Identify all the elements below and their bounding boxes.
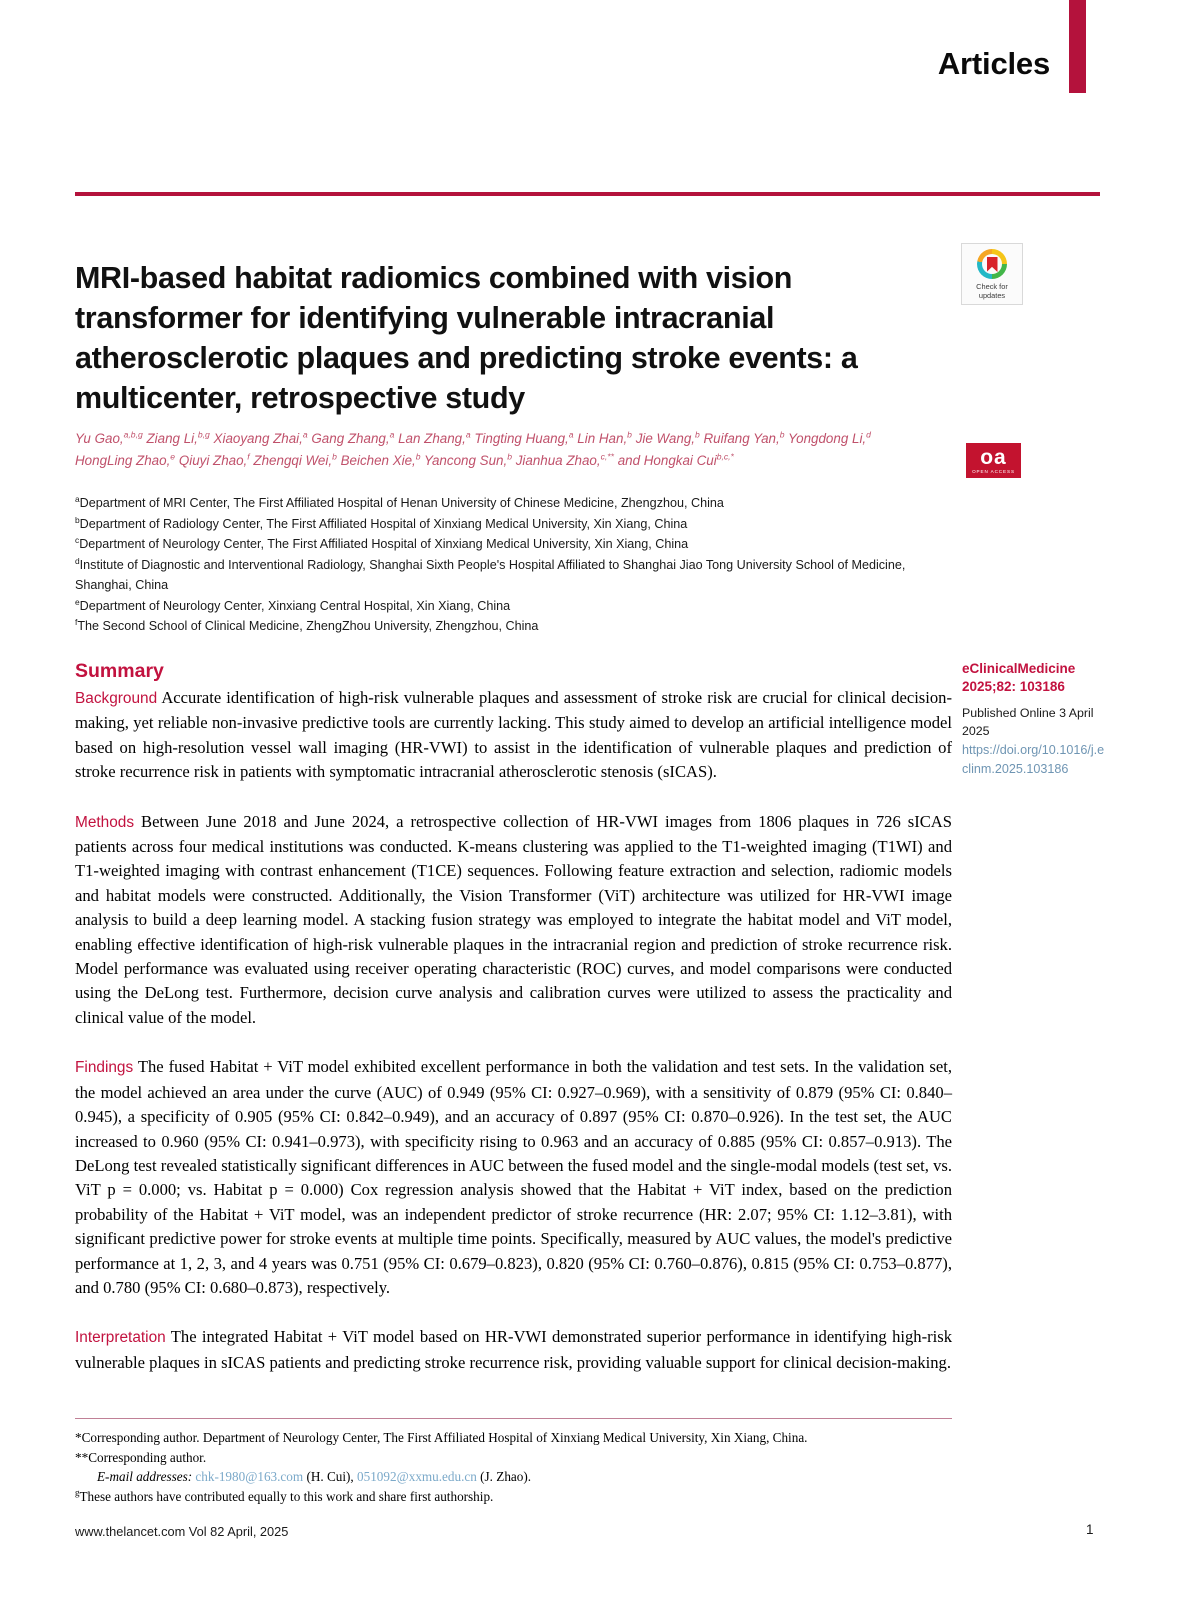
author-affiliation-marker: a bbox=[302, 429, 308, 440]
journal-citation: 2025;82: 103186 bbox=[962, 679, 1065, 694]
author-entry bbox=[398, 431, 471, 446]
author-affiliation-marker: a bbox=[389, 429, 395, 440]
abstract-section-text: The integrated Habitat + ViT model based on HR-VWI demonstrated superior performance in identifying high-risk vulnerable plaques in sICAS patients and predicting stroke recurrence risk, providing valuable support for clinical decision-making. bbox=[75, 1327, 952, 1372]
email-owner-cui: (H. Cui), bbox=[306, 1469, 354, 1485]
affiliation-item bbox=[75, 514, 955, 535]
author-name: Xiaoyang Zhai, bbox=[213, 431, 303, 446]
author-name: Ziang Li, bbox=[146, 431, 198, 446]
crossmark-ring-icon bbox=[977, 249, 1007, 279]
author-entry bbox=[341, 453, 421, 468]
affiliation-text: Department of Neurology Center, Xinxiang Central Hospital, Xin Xiang, China bbox=[79, 598, 511, 613]
author-name: Jianhua Zhao, bbox=[515, 453, 601, 468]
affiliation-marker: b bbox=[75, 514, 80, 525]
author-affiliation-marker: b bbox=[627, 429, 632, 440]
abstract-section-label: Interpretation bbox=[75, 1329, 166, 1347]
affiliation-text: Institute of Diagnostic and Interventional Radiology, Shanghai Sixth People's Hospital Affiliated to Shanghai Jiao Tong University School of Medicine, Shanghai, China bbox=[75, 557, 906, 592]
corresponding-author-note-1: *Corresponding author. Department of Neurology Center, The First Affiliated Hospital of Xinxiang Medical University, Xin Xiang, China. bbox=[75, 1430, 808, 1445]
summary-heading: Summary bbox=[75, 660, 164, 682]
affiliation-text: Department of Neurology Center, The First Affiliated Hospital of Xinxiang Medical University, Xin Xiang, China bbox=[79, 537, 689, 551]
author-affiliation-marker: a bbox=[568, 429, 574, 440]
affiliation-marker: c bbox=[75, 534, 80, 545]
email-label: E-mail addresses: bbox=[97, 1469, 193, 1485]
equal-contribution-note bbox=[75, 1487, 975, 1507]
affiliation-marker: a bbox=[75, 493, 80, 504]
affiliation-text: Department of Radiology Center, The First Affiliated Hospital of Xinxiang Medical University, Xin Xiang, China bbox=[79, 516, 688, 531]
author-entry bbox=[147, 431, 210, 446]
author-entry bbox=[636, 431, 700, 446]
author-entry bbox=[75, 431, 143, 446]
author-entry bbox=[577, 431, 632, 446]
author-affiliation-marker: d bbox=[866, 429, 871, 440]
author-affiliation-marker: a bbox=[465, 429, 471, 440]
published-online-date: Published Online 3 April 2025 bbox=[962, 706, 1094, 738]
author-affiliation-marker: f bbox=[247, 451, 250, 462]
open-access-badge bbox=[966, 443, 1021, 478]
abstract-section-label: Background bbox=[75, 690, 158, 707]
email-addresses-line bbox=[75, 1467, 975, 1487]
footnote-rule bbox=[75, 1418, 952, 1419]
author-affiliation-marker: b bbox=[694, 429, 700, 440]
author-name: HongLing Zhao, bbox=[75, 453, 171, 468]
email-owner-zhao: (J. Zhao). bbox=[480, 1469, 532, 1485]
author-affiliation-marker: b bbox=[332, 451, 337, 462]
open-access-mark: oa bbox=[980, 445, 1007, 469]
running-head: Articles bbox=[937, 46, 1050, 81]
affiliation-list bbox=[75, 493, 955, 637]
affiliation-item bbox=[75, 534, 955, 555]
author-name: Lin Han, bbox=[577, 431, 628, 446]
affiliation-item bbox=[75, 493, 955, 514]
abstract-section-label: Methods bbox=[75, 813, 135, 831]
author-affiliation-marker: c,** bbox=[600, 451, 614, 462]
author-entry bbox=[516, 453, 614, 468]
abstract-body bbox=[75, 686, 952, 1375]
author-affiliation-marker: b bbox=[507, 451, 512, 462]
affiliation-marker: d bbox=[75, 555, 80, 566]
author-name: Zhengqi Wei, bbox=[253, 453, 333, 468]
author-entry bbox=[424, 453, 512, 468]
author-entry bbox=[474, 431, 573, 446]
crossmark-label-line1: Check for bbox=[976, 282, 1008, 291]
abstract-section bbox=[75, 810, 952, 1031]
doi-link[interactable]: https://doi.org/10.1016/j.eclinm.2025.103186 bbox=[962, 743, 1105, 776]
author-name: Gang Zhang, bbox=[311, 431, 390, 446]
author-name: Tingting Huang, bbox=[474, 431, 569, 446]
author-name: Jie Wang, bbox=[635, 431, 695, 446]
author-name: and Hongkai Cui bbox=[617, 453, 717, 468]
author-name: Yancong Sun, bbox=[424, 453, 508, 468]
affiliation-text: The Second School of Clinical Medicine, ZhengZhou University, Zhengzhou, China bbox=[77, 619, 539, 633]
author-entry bbox=[179, 453, 250, 468]
footnote-block bbox=[75, 1428, 975, 1506]
author-name: Beichen Xie, bbox=[340, 453, 416, 468]
author-entry bbox=[618, 453, 734, 468]
page-title: MRI-based habitat radiomics combined with vision transformer for identifying vulnerable intracranial atherosclerotic plaques and predicting stroke events: a multicenter, retrospective study bbox=[75, 261, 858, 416]
author-entry bbox=[704, 431, 785, 446]
affiliation-text: Department of MRI Center, The First Affiliated Hospital of Henan University of Chinese Medicine, Zhengzhou, China bbox=[79, 496, 724, 510]
abstract-section bbox=[75, 686, 952, 785]
equal-contribution-marker: g bbox=[75, 1487, 80, 1498]
footer-page-number: 1 bbox=[1086, 1522, 1094, 1537]
author-affiliation-marker: b bbox=[415, 451, 421, 462]
author-affiliation-marker: b bbox=[779, 429, 785, 440]
author-name: Yu Gao, bbox=[75, 431, 124, 446]
email-link-zhao[interactable]: 051092@xxmu.edu.cn bbox=[357, 1469, 477, 1485]
author-affiliation-marker: a,b,g bbox=[123, 429, 143, 440]
crossmark-bookmark-icon bbox=[987, 257, 998, 272]
open-access-sublabel: OPEN ACCESS bbox=[972, 468, 1015, 474]
author-entry bbox=[214, 431, 308, 446]
author-name: Yongdong Li, bbox=[787, 431, 867, 446]
author-affiliation-marker: e bbox=[170, 451, 176, 462]
author-entry bbox=[75, 453, 175, 468]
journal-name-and-citation bbox=[962, 660, 1107, 696]
abstract-section-text: The fused Habitat + ViT model exhibited excellent performance in both the validation and test sets. In the validation set, the model achieved an area under the curve (AUC) of 0.949 (95% CI: 0.927–0.969), with a sensitivity of 0.879 (95% CI: 0.840–0.945), a specificity of 0.905 (95% CI: 0.842–0.949), and an accuracy of 0.897 (95% CI: 0.870–0.926). In the test set, the AUC increased to 0.960 (95% CI: 0.941–0.973), with specificity rising to 0.963 and an accuracy of 0.885 (95% CI: 0.857–0.913). The DeLong test revealed statistically significant differences in AUC between the fused model and the single-modal models (test set, vs. ViT p = 0.000; vs. Habitat p = 0.000) Cox regression analysis showed that the Habitat + ViT index, based on the prediction probability of the Habitat + ViT model, was an independent predictor of stroke recurrence (HR: 2.07; 95% CI: 1.12–3.81), with significant predictive power for stroke events at multiple time points. Specifically, measured by AUC values, the model's predictive performance at 1, 2, 3, and 4 years was 0.751 (95% CI: 0.679–0.823), 0.820 (95% CI: 0.760–0.876), 0.815 (95% CI: 0.753–0.877), and 0.780 (95% CI: 0.680–0.873), respectively. bbox=[75, 1057, 952, 1297]
affiliation-marker: f bbox=[75, 616, 78, 627]
author-name: Qiuyi Zhao, bbox=[178, 453, 248, 468]
crossmark-label-line2: updates bbox=[978, 291, 1006, 300]
author-name: Ruifang Yan, bbox=[703, 431, 780, 446]
corresponding-author-note-2: **Corresponding author. bbox=[75, 1449, 207, 1465]
author-entry bbox=[253, 453, 336, 468]
author-entry bbox=[311, 431, 394, 446]
author-affiliation-marker: b,g bbox=[197, 429, 210, 440]
abstract-section-text: Accurate identification of high-risk vulnerable plaques and assessment of stroke risk are crucial for clinical decision-making, yet reliable non-invasive predictive tools are currently lacking. This study aimed to develop an artificial intelligence model based on high-resolution vessel wall imaging (HR-VWI) to assist in the identification of vulnerable plaques and prediction of stroke recurrence risk in patients with symptomatic intracranial atherosclerotic stenosis (sICAS). bbox=[75, 688, 952, 782]
crossmark-label bbox=[976, 282, 1008, 300]
equal-contribution-text: These authors have contributed equally to this work and share first authorship. bbox=[79, 1488, 494, 1504]
header-accent-bar bbox=[1069, 0, 1086, 93]
abstract-section bbox=[75, 1325, 952, 1375]
affiliation-marker: e bbox=[75, 596, 80, 607]
author-affiliation-marker: b,c,* bbox=[716, 451, 734, 462]
abstract-section-label: Findings bbox=[75, 1059, 134, 1077]
author-entry bbox=[788, 431, 871, 446]
journal-name: eClinicalMedicine bbox=[962, 661, 1076, 676]
author-list bbox=[75, 428, 895, 472]
journal-info-rail bbox=[962, 660, 1107, 779]
crossmark-badge[interactable] bbox=[961, 243, 1023, 305]
abstract-section bbox=[75, 1055, 952, 1300]
footer-source[interactable]: www.thelancet.com Vol 82 April, 2025 bbox=[75, 1524, 289, 1539]
abstract-section-text: Between June 2018 and June 2024, a retrospective collection of HR-VWI images from 1806 plaques in 726 sICAS patients across four medical institutions was conducted. K-means clustering was applied to the T1-weighted imaging (T1WI) and T1-weighted imaging with contrast enhancement (T1CE) sequences. Following feature extraction and selection, radiomic models and habitat models were constructed. Additionally, the Vision Transformer (ViT) architecture was utilized for HR-VWI image analysis to build a deep learning model. A stacking fusion strategy was employed to integrate the habitat model and ViT model, enabling effective identification of high-risk vulnerable plaques in the intracranial region and prediction of stroke recurrence risk. Model performance was evaluated using receiver operating characteristic (ROC) curves, and model comparisons were conducted using the DeLong test. Furthermore, decision curve analysis and calibration curves were utilized to assess the practicality and clinical value of the model. bbox=[75, 811, 952, 1027]
affiliation-item bbox=[75, 616, 955, 637]
affiliation-item bbox=[75, 555, 955, 596]
affiliation-item bbox=[75, 596, 955, 617]
header-rule bbox=[75, 192, 1100, 196]
author-name: Lan Zhang, bbox=[398, 431, 466, 446]
email-link-cui[interactable]: chk-1980@163.com bbox=[195, 1469, 304, 1485]
